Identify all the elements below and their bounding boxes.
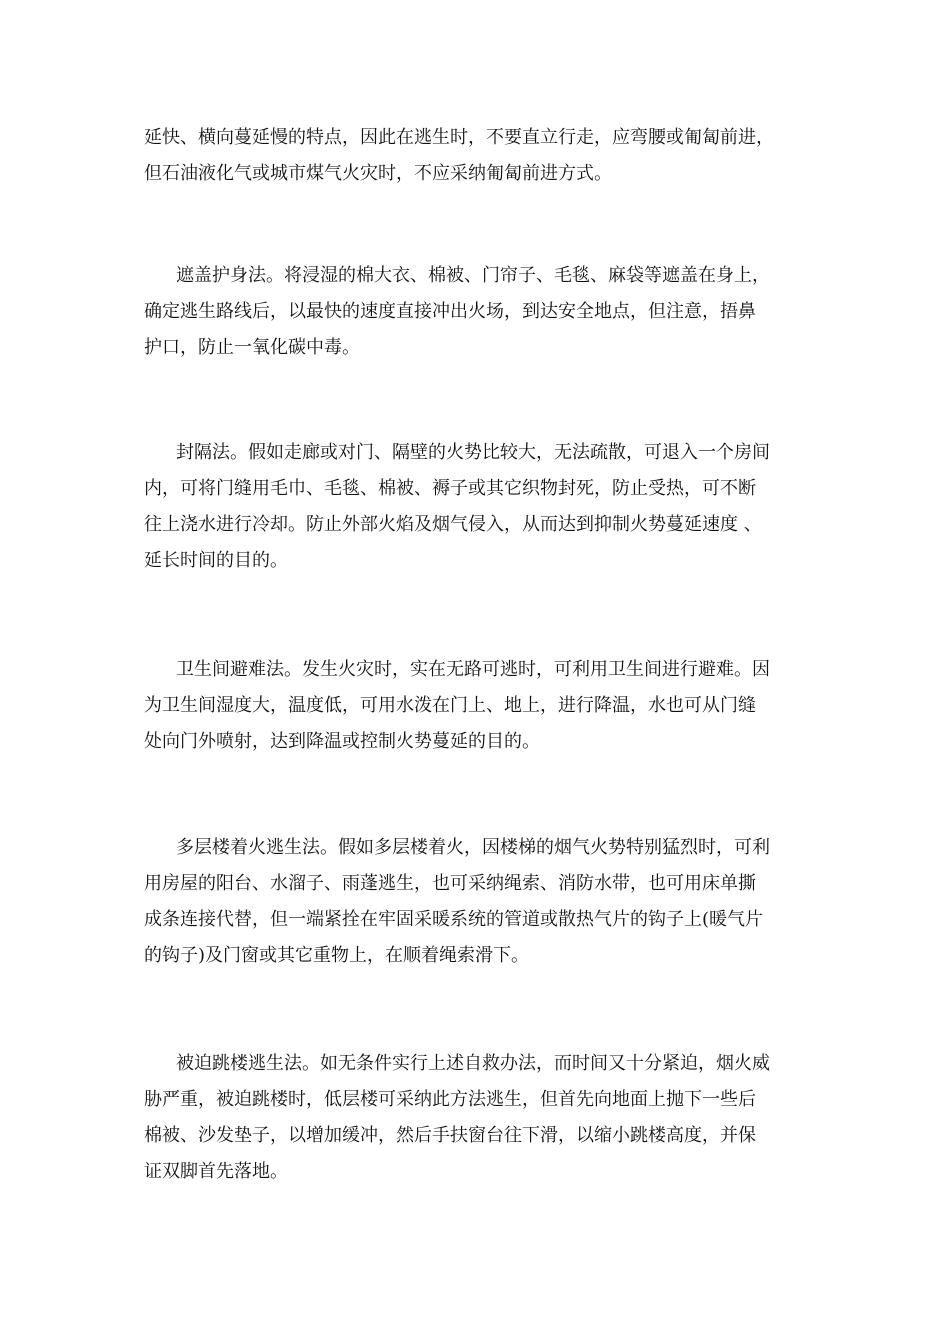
paragraph-forced-jump-method (144, 1046, 808, 1190)
paragraph-seal-off-method (144, 435, 808, 579)
text-line: 确定逃生路线后，以最快的速度直接冲出火场，到达安全地点，但注意，捂鼻 (144, 301, 756, 322)
text-line: 胁严重，被迫跳楼时，低层楼可采纳此方法逃生，但首先向地面上抛下一些后 (144, 1089, 756, 1110)
paragraph-bathroom-refuge-method (144, 652, 808, 760)
paragraph-crawl-continuation (144, 120, 808, 192)
text-line: 卫生间避难法。发生火灾时，实在无路可逃时，可利用卫生间进行避难。因 (176, 659, 770, 680)
text-line: 但石油液化气或城市煤气火灾时，不应采纳匍匐前进方式。 (144, 163, 612, 184)
text-line: 往上浇水进行冷却。防止外部火焰及烟气侵入，从而达到抑制火势蔓延速度 、 (144, 514, 762, 535)
text-line: 的钩子)及门窗或其它重物上，在顺着绳索滑下。 (144, 945, 530, 966)
text-line: 处向门外喷射，达到降温或控制火势蔓延的目的。 (144, 731, 540, 752)
text-line: 多层楼着火逃生法。假如多层楼着火，因楼梯的烟气火势特别猛烈时，可利 (176, 837, 770, 858)
text-line: 棉被、沙发垫子，以增加缓冲，然后手扶窗台往下滑，以缩小跳楼高度，并保 (144, 1125, 756, 1146)
text-line: 遮盖护身法。将浸湿的棉大衣、棉被、门帘子、毛毯、麻袋等遮盖在身上， (176, 265, 770, 286)
text-line: 延快、横向蔓延慢的特点，因此在逃生时，不要直立行走，应弯腰或匍匐前进， (144, 127, 774, 148)
text-line: 用房屋的阳台、水溜子、雨蓬逃生，也可采纳绳索、消防水带，也可用床单撕 (144, 873, 756, 894)
text-line: 护口，防止一氧化碳中毒。 (144, 337, 360, 358)
text-line: 封隔法。假如走廊或对门、隔壁的火势比较大，无法疏散，可退入一个房间 (176, 442, 770, 463)
paragraph-multistory-escape-method (144, 830, 808, 974)
text-line: 被迫跳楼逃生法。如无条件实行上述自救办法，而时间又十分紧迫，烟火威 (176, 1053, 770, 1074)
text-line: 为卫生间湿度大，温度低，可用水泼在门上、地上，进行降温，水也可从门缝 (144, 695, 756, 716)
paragraph-cover-body-method (144, 258, 808, 366)
text-line: 延长时间的目的。 (144, 550, 288, 571)
text-line: 成条连接代替，但一端紧拴在牢固采暖系统的管道或散热气片的钩子上(暖气片 (144, 909, 764, 930)
text-line: 内，可将门缝用毛巾、毛毯、棉被、褥子或其它织物封死，防止受热，可不断 (144, 478, 756, 499)
text-line: 证双脚首先落地。 (144, 1161, 288, 1182)
